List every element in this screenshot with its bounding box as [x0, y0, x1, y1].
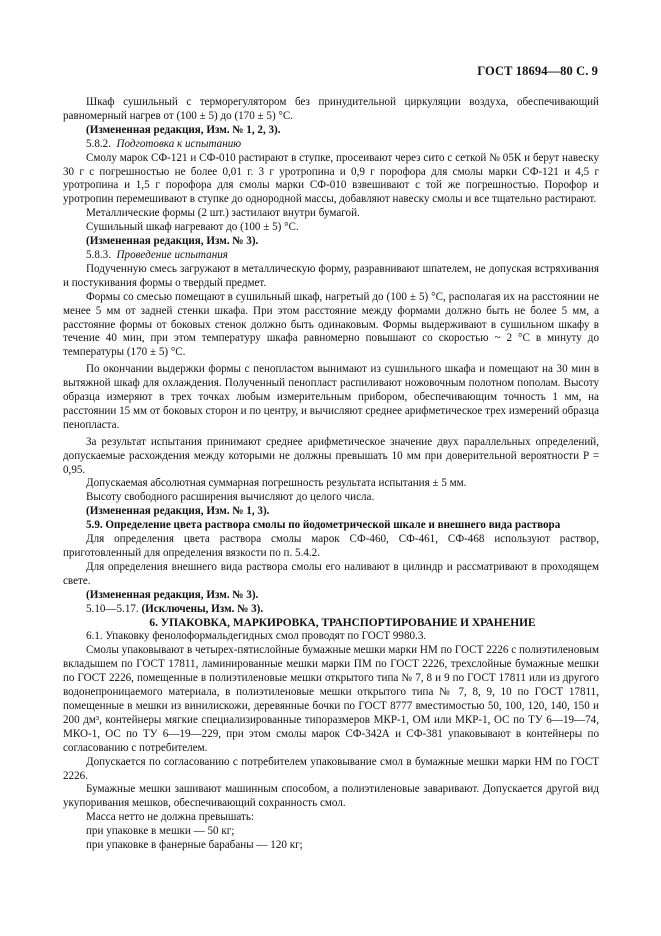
- paragraph: Смолы упаковывают в четырех-пятислойные бумажные мешки марки НМ по ГОСТ 2226 с полиэтиленовым вкладышем по ГОСТ 17811, ламинированные мешки марки ПМ по ГОСТ 2226, трехслойные бумажные мешки по ГОСТ 2226, помещенные в полиэтиленовые мешки открытого типа № 7, 8 и 9 по ГОСТ 17811 или из другого водонепроницаемого материала, в полиэтиленовые мешки открытого типа № 7, 8, 9, 10 по ГОСТ 17811, помещенные в мешки из винилискожи, деревянные бочки по ГОСТ 8777 вместимостью 50, 100, 120, 140, 150 и 200 дм³, контейнеры мягкие специализированные типоразмеров МКР-1, ОМ или МКР-1, ОС по ТУ 6—19—74, МКО-1, ОС по ТУ 6—19—229, при этом смолы марок СФ-342А и СФ-381 упаковывают в контейнеры по согласованию с потребителем.: [63, 644, 599, 754]
- edit-note: (Измененная редакция, Изм. № 3).: [86, 235, 259, 248]
- edit-note: (Измененная редакция, Изм. № 1, 2, 3).: [86, 123, 281, 136]
- paragraph: при упаковке в фанерные барабаны — 120 кг;: [86, 839, 303, 852]
- subsection-title: Проведение испытания: [116, 248, 228, 261]
- subsection-heading: [63, 138, 599, 152]
- paragraph: Бумажные мешки зашивают машинным способом, а полиэтиленовые заваривают. Допускается другой вид укупоривания мешков, обеспечивающий сохранность смол.: [63, 783, 599, 810]
- document-body: [63, 96, 599, 853]
- paragraph: 6.1. Упаковку фенолоформальдегидных смол проводят по ГОСТ 9980.3.: [86, 630, 427, 643]
- paragraph: Формы со смесью помещают в сушильный шкаф, нагретый до (100 ± 5) °С, располагая их на расстоянии не менее 5 мм от задней стенки шкафа. При этом расстояние между формами должно быть не более 5 мм, а расстояние формы от боковых стенок должно быть одинаковым. Формы выдерживают в сушильном шкафу в течение 40 мин, при этом температуру шкафа равномерно повышают со скоростью ~ 2 °С в минуту до температуры (170 ± 5) °С.: [63, 290, 599, 359]
- paragraph: Сушильный шкаф нагревают до (100 ± 5) °С.: [86, 221, 299, 234]
- paragraph: По окончании выдержки формы с пенопластом вынимают из сушильного шкафа и помещают на 30 мин в вытяжной шкаф для охлаждения. Полученный пенопласт распиливают ножовочным полотном пополам. Высоту образца измеряют в трех точках любым измерительным прибором, обеспечивающим точность 1 мм, на расстоянии 15 мм от боковых сторон и по центру, и вычисляют среднее арифметическое трех измерений образца пенопласта.: [63, 363, 599, 431]
- paragraph: Смолу марок СФ-121 и СФ-010 растирают в ступке, просеивают через сито с сеткой № 05К и берут навеску 30 г с погрешностью не более 0,01 г. 3 г уротропина и 0,9 г порофора для смолы марки СФ-121 и 4,5 г уротропина и 1,5 г порофора для смолы марки СФ-010 взвешивают с той же погрешностью. Порофор и уротропин перемешивают в ступке до однородной массы, добавляют навеску смолы и все тщательно растирают.: [63, 151, 599, 206]
- paragraph: при упаковке в мешки — 50 кг;: [86, 825, 235, 838]
- subsection-heading: [63, 249, 599, 263]
- subsection-number: 5.8.3.: [86, 248, 111, 261]
- subsection-number: 5.8.2.: [86, 137, 111, 150]
- edit-note: (Измененная редакция, Изм. № 1, 3).: [86, 505, 270, 518]
- section-6-title: 6. УПАКОВКА, МАРКИРОВКА, ТРАНСПОРТИРОВАНИЕ И ХРАНЕНИЕ: [149, 616, 536, 629]
- paragraph: Подученную смесь загружают в металлическую форму, разравнивают шпателем, не допуская встряхивания и постукивания формы о твердый предмет.: [63, 262, 599, 289]
- paragraph: За результат испытания принимают среднее арифметическое значение двух параллельных определений, допускаемые расхождения между которыми не должны превышать 10 мм при доверительной вероятности P = 0,95.: [63, 435, 599, 476]
- excluded-note: (Исключены, Изм. № 3).: [141, 602, 264, 615]
- excluded-range: 5.10—5.17.: [86, 602, 139, 615]
- paragraph: Для определения внешнего вида раствора смолы его наливают в цилиндр и рассматривают в проходящем свете.: [63, 560, 599, 587]
- edit-note: (Измененная редакция, Изм. № 3).: [86, 588, 259, 601]
- paragraph: Допускаемая абсолютная суммарная погрешность результата испытания ± 5 мм.: [86, 477, 467, 490]
- section-5-9-heading: 5.9. Определение цвета раствора смолы по йодометрической шкале и внешнего вида раствора: [86, 519, 561, 532]
- page-header: ГОСТ 18694—80 С. 9: [477, 64, 598, 78]
- paragraph: Допускается по согласованию с потребителем упаковывание смол в бумажные мешки марки НМ по ГОСТ 2226.: [63, 755, 599, 782]
- paragraph: Для определения цвета раствора смолы марок СФ-460, СФ-461, СФ-468 используют раствор, приготовленный для определения вязкости по п. 5.4.2.: [63, 533, 599, 559]
- paragraph: Металлические формы (2 шт.) застилают внутри бумагой.: [86, 207, 360, 220]
- subsection-title: Подготовка к испытанию: [116, 137, 242, 150]
- paragraph: Масса нетто не должна превышать:: [86, 811, 254, 824]
- paragraph: Шкаф сушильный с терморегулятором без принудительной циркуляции воздуха, обеспечивающий равномерный нагрев от (100 ± 5) до (170 ± 5) °С.: [63, 96, 599, 122]
- excluded-items: [63, 603, 599, 617]
- paragraph: Высоту свободного расширения вычисляют до целого числа.: [86, 491, 375, 504]
